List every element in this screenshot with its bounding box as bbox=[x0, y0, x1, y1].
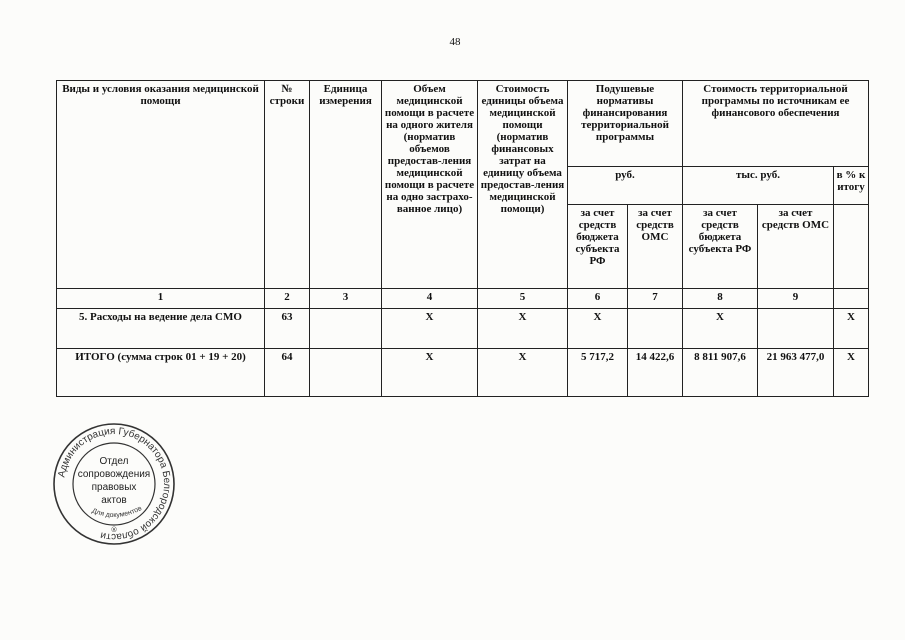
row-oms-thous: 21 963 477,0 bbox=[758, 349, 834, 397]
stamp-center-line: актов bbox=[101, 495, 127, 506]
header-percent: в % к итогу bbox=[834, 167, 869, 205]
row-line: 64 bbox=[265, 349, 310, 397]
stamp-bottom-text: Для документов bbox=[90, 505, 143, 520]
col-number: 6 bbox=[568, 289, 628, 309]
row-budget-rub: Х bbox=[568, 309, 628, 349]
col-number: 9 bbox=[758, 289, 834, 309]
row-name: ИТОГО (сумма строк 01 + 19 + 20) bbox=[57, 349, 265, 397]
row-cost: Х bbox=[478, 309, 568, 349]
col-number-empty bbox=[834, 289, 869, 309]
stamp-center-line: сопровождения bbox=[77, 469, 151, 480]
col-number: 1 bbox=[57, 289, 265, 309]
row-cost: Х bbox=[478, 349, 568, 397]
col-number: 2 bbox=[265, 289, 310, 309]
header-types: Виды и условия оказания медицинской помощи bbox=[57, 81, 265, 289]
row-oms-rub: 14 422,6 bbox=[628, 349, 683, 397]
row-line: 63 bbox=[265, 309, 310, 349]
stamp-center-line: правовых bbox=[91, 482, 137, 493]
stamp-ring-text: Администрация Губернатора Белгородской области bbox=[56, 425, 173, 543]
col-number: 8 bbox=[683, 289, 758, 309]
row-volume: Х bbox=[382, 309, 478, 349]
row-name: 5. Расходы на ведение дела СМО bbox=[57, 309, 265, 349]
header-line-number: № строки bbox=[265, 81, 310, 289]
header-budget-rub: за счет средств бюджета субъекта РФ bbox=[568, 205, 628, 289]
table-row bbox=[57, 309, 869, 349]
row-percent: Х bbox=[834, 349, 869, 397]
header-rub: руб. bbox=[568, 167, 683, 205]
header-program-cost: Стоимость территориальной программы по источникам ее финансового обеспечения bbox=[683, 81, 869, 167]
header-percent-empty bbox=[834, 205, 869, 289]
official-stamp bbox=[50, 420, 178, 548]
row-budget-thous: Х bbox=[683, 309, 758, 349]
table-row bbox=[57, 349, 869, 397]
stamp-center-line: Отдел bbox=[99, 456, 129, 467]
header-thous-rub: тыс. руб. bbox=[683, 167, 834, 205]
stamp-mark: ® bbox=[110, 526, 118, 534]
row-volume: Х bbox=[382, 349, 478, 397]
header-unit-cost: Стоимость единицы объема медицинской помощи (норматив финансовых затрат на единицу объема предостав-ления медицинской помощи) bbox=[478, 81, 568, 289]
budget-table bbox=[56, 80, 869, 397]
row-unit bbox=[310, 349, 382, 397]
col-number: 5 bbox=[478, 289, 568, 309]
row-budget-thous: 8 811 907,6 bbox=[683, 349, 758, 397]
col-number: 4 bbox=[382, 289, 478, 309]
page-number: 48 bbox=[449, 36, 461, 48]
col-number: 3 bbox=[310, 289, 382, 309]
header-unit: Единица измерения bbox=[310, 81, 382, 289]
row-oms-thous bbox=[758, 309, 834, 349]
row-oms-rub bbox=[628, 309, 683, 349]
header-volume: Объем медицинской помощи в расчете на одного жителя (норматив объемов предостав-ления медицинской помощи в расчете на одно застрахо-ванное лицо) bbox=[382, 81, 478, 289]
col-number: 7 bbox=[628, 289, 683, 309]
row-unit bbox=[310, 309, 382, 349]
row-budget-rub: 5 717,2 bbox=[568, 349, 628, 397]
header-oms-thous: за счет средств ОМС bbox=[758, 205, 834, 289]
header-budget-thous: за счет средств бюджета субъекта РФ bbox=[683, 205, 758, 289]
header-oms-rub: за счет средств ОМС bbox=[628, 205, 683, 289]
header-per-capita: Подушевые нормативы финансирования территориальной программы bbox=[568, 81, 683, 167]
row-percent: Х bbox=[834, 309, 869, 349]
